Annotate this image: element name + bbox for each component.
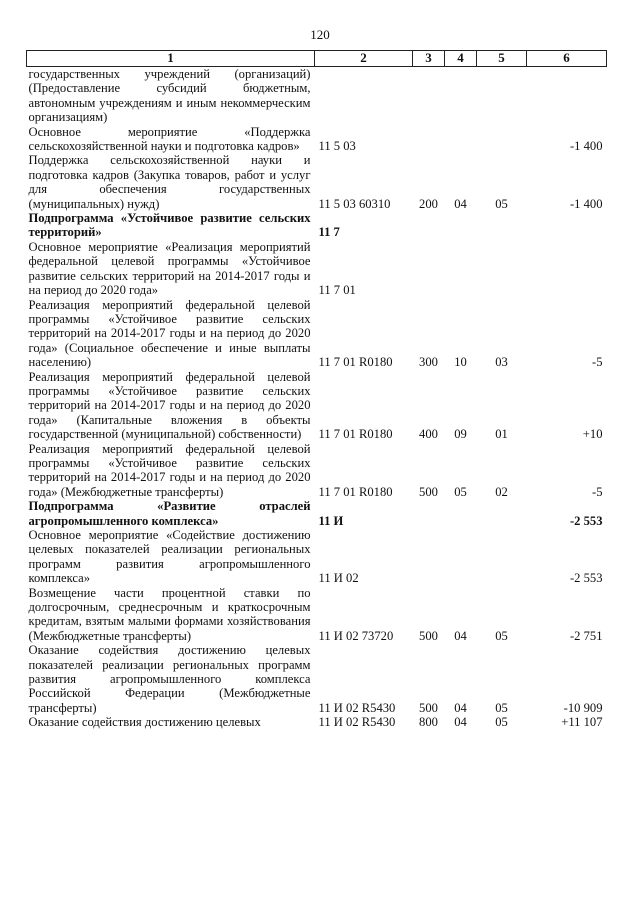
row-subsection [477,67,527,125]
row-amount [527,211,607,240]
row-subsection [477,528,527,586]
row-section [445,499,477,528]
row-expense-type [413,528,445,586]
row-expense-type: 800 [419,715,438,730]
table-row-subprogram [27,499,607,528]
row-section: 04 [454,715,467,730]
row-code: 11 И 02 R5430 [318,715,396,730]
row-description: Реализация мероприятий федеральной целевой программы «Устойчивое развитие сельских территорий на 2014-2017 годы и на период до 2020 года» (Социальное обеспечение и иные выплаты населению) [28,297,311,370]
row-code: 11 И [318,513,344,528]
table-row [27,715,607,729]
table-row [27,298,607,370]
row-expense-type [413,67,445,125]
row-section [445,67,477,125]
row-amount: -2 553 [569,571,603,586]
column-header-6: 6 [527,51,607,67]
table-row [27,643,607,715]
row-code: 11 И 02 [318,571,359,586]
row-expense-type: 500 [419,700,438,715]
row-expense-type: 500 [419,484,438,499]
row-section: 04 [454,628,467,643]
row-subsection: 02 [495,484,508,499]
table-row [27,125,607,154]
table-row [27,586,607,644]
row-amount: -2 751 [569,628,603,643]
column-header-1: 1 [27,51,315,67]
row-section [445,528,477,586]
row-expense-type: 200 [419,196,438,211]
row-expense-type [413,240,445,298]
row-section: 05 [454,484,467,499]
row-expense-type [413,211,445,240]
row-expense-type [413,499,445,528]
row-description: Возмещение части процентной ставки по долгосрочным, среднесрочным и краткосрочным кредитам, взятым малыми формами хозяйствования (Межбюджетные трансферты) [28,585,311,643]
row-subsection: 01 [495,427,508,442]
row-code: 11 5 03 60310 [318,196,391,211]
row-code: 11 7 [318,225,340,240]
row-subsection: 05 [495,628,508,643]
row-amount: -5 [592,484,603,499]
row-amount: -10 909 [563,700,603,715]
budget-table [26,50,607,730]
row-expense-type: 300 [419,355,438,370]
row-subsection: 05 [495,196,508,211]
row-code: 11 И 02 73720 [318,628,394,643]
row-amount [527,67,607,125]
row-amount: +10 [582,427,603,442]
row-description: государственных учреждений (организаций) (Предоставление субсидий бюджетным, автономным учреждениям и иным некоммерческим организациям) [28,67,311,125]
row-code: 11 5 03 [318,139,356,154]
row-code: 11 7 01 R0180 [318,427,393,442]
column-header-3: 3 [413,51,445,67]
table-row [27,240,607,298]
page-number: 120 [310,27,330,42]
row-subsection [477,125,527,154]
row-amount [527,240,607,298]
row-subsection [477,240,527,298]
table-row [27,153,607,211]
row-amount: +11 107 [561,715,603,730]
table-row [27,370,607,442]
row-amount: -1 400 [569,139,603,154]
row-description: Основное мероприятие «Реализация мероприятий федеральной целевой программы «Устойчивое развитие сельских территорий на 2014-2017 годы и на период до 2020 года» [28,239,311,298]
row-description: Основное мероприятие «Содействие достижению целевых показателей реализации региональных программ развития агропромышленного комплекса» [28,528,311,586]
column-header-2: 2 [315,51,413,67]
row-section [445,211,477,240]
row-subsection [477,211,527,240]
row-code [315,67,413,125]
row-expense-type [413,125,445,154]
column-header-4: 4 [445,51,477,67]
budget-table-container [26,50,606,730]
row-description: Подпрограмма «Устойчивое развитие сельских территорий» [28,211,311,240]
row-description: Оказание содействия достижению целевых [28,715,261,730]
row-amount: -2 553 [569,513,603,528]
table-row [27,442,607,500]
column-header-5: 5 [477,51,527,67]
row-section: 04 [454,700,467,715]
row-description: Оказание содействия достижению целевых показателей реализации региональных программ развития агропромышленного комплекса Российской Федерации (Межбюджетные трансферты) [28,643,311,715]
row-subsection [477,499,527,528]
row-description: Поддержка сельскохозяйственной науки и подготовка кадров (Закупка товаров, работ и услуг для обеспечения государственных (муниципальных) нужд) [28,153,311,211]
row-subsection: 05 [495,715,508,730]
row-section [445,125,477,154]
table-row [27,528,607,586]
row-code: 11 7 01 [318,283,356,298]
row-code: 11 И 02 R5430 [318,700,396,715]
row-expense-type: 500 [419,628,438,643]
row-subsection: 03 [495,355,508,370]
row-amount: -5 [592,355,603,370]
table-row-subprogram [27,211,607,240]
row-amount: -1 400 [569,196,603,211]
row-section: 10 [454,355,467,370]
row-code: 11 7 01 R0180 [318,355,393,370]
row-description: Реализация мероприятий федеральной целевой программы «Устойчивое развитие сельских территорий на 2014-2017 годы и на период до 2020 года» (Капитальные вложения в объекты государственной (муниципальной) собственности) [28,369,311,442]
row-description: Реализация мероприятий федеральной целевой программы «Устойчивое развитие сельских территорий на 2014-2017 годы и на период до 2020 года» (Межбюджетные трансферты) [28,441,311,499]
row-section [445,240,477,298]
row-expense-type: 400 [419,427,438,442]
row-section: 04 [454,196,467,211]
header-row [27,51,607,67]
row-subsection: 05 [495,700,508,715]
row-description: Подпрограмма «Развитие отраслей агропромышленного комплекса» [28,499,311,528]
row-description: Основное мероприятие «Поддержка сельскохозяйственной науки и подготовка кадров» [28,124,311,154]
table-row [27,67,607,125]
row-code: 11 7 01 R0180 [318,484,393,499]
row-section: 09 [454,427,467,442]
